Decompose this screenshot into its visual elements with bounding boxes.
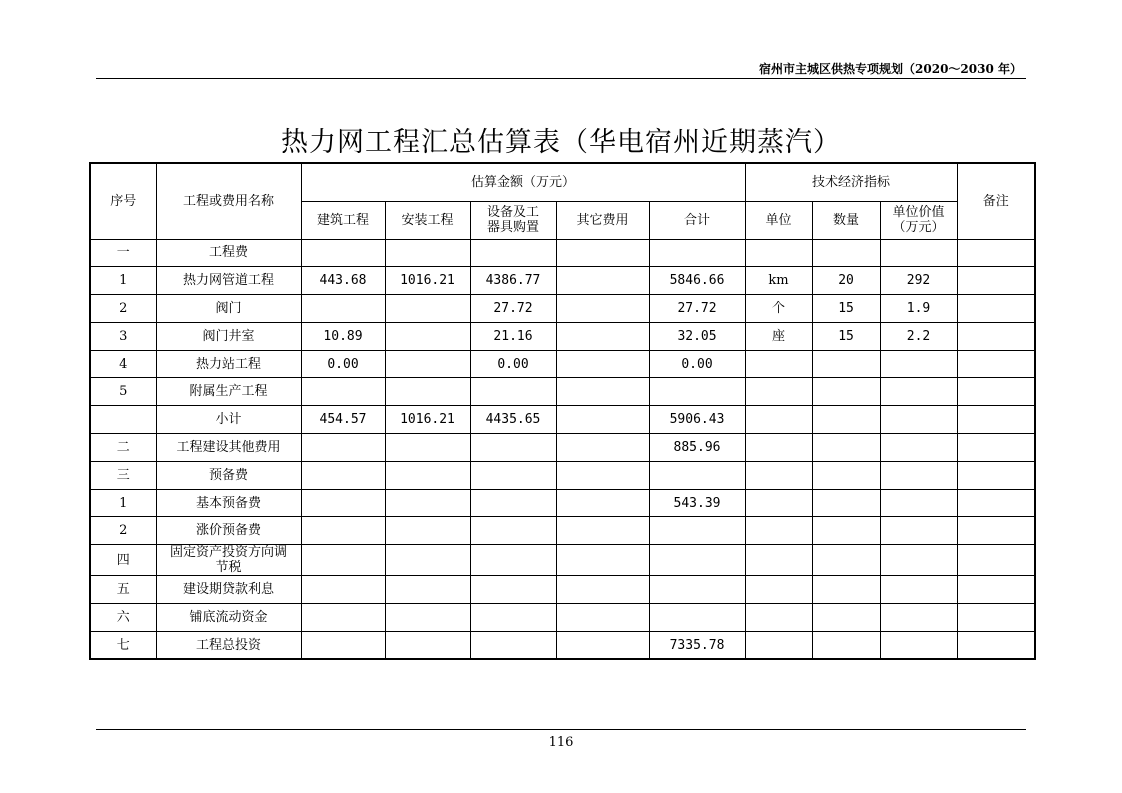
cell-unit [745,517,812,545]
cell-other [556,461,649,489]
cell-install [385,239,470,267]
cell-quantity: 20 [812,267,880,295]
cell-index: 1 [90,267,156,295]
header-unit-price: 单位价值（万元） [880,201,957,239]
header-install: 安装工程 [385,201,470,239]
cell-other [556,267,649,295]
cell-install [385,461,470,489]
cell-index [90,406,156,434]
cell-install [385,434,470,462]
cell-total: 27.72 [649,295,745,323]
cell-remark [957,545,1035,576]
cell-building [301,434,385,462]
cell-total: 0.00 [649,350,745,378]
cell-total [649,239,745,267]
cell-other [556,489,649,517]
header-total: 合计 [649,201,745,239]
cell-unit [745,239,812,267]
cell-name: 铺底流动资金 [156,604,301,632]
cell-unit-price: 2.2 [880,322,957,350]
cell-index: 二 [90,434,156,462]
table-row [90,545,1035,576]
cell-quantity [812,517,880,545]
cell-name: 固定资产投资方向调节税 [156,545,301,576]
cell-building: 454.57 [301,406,385,434]
cell-index: 3 [90,322,156,350]
cell-remark [957,517,1035,545]
cell-building [301,517,385,545]
cell-name: 工程建设其他费用 [156,434,301,462]
cell-other [556,517,649,545]
cell-building [301,545,385,576]
cell-install [385,378,470,406]
table-row [90,322,1035,350]
table-body [90,239,1035,659]
cell-building [301,604,385,632]
cell-total [649,378,745,406]
cell-building: 10.89 [301,322,385,350]
cell-unit-price [880,239,957,267]
cell-building [301,489,385,517]
cell-equipment [470,461,556,489]
cell-remark [957,239,1035,267]
cell-total [649,461,745,489]
cell-unit-price [880,350,957,378]
cell-name: 建设期贷款利息 [156,576,301,604]
cell-name: 小计 [156,406,301,434]
table-row [90,350,1035,378]
estimate-table [89,162,1036,660]
cell-other [556,631,649,659]
cell-install [385,604,470,632]
cell-quantity [812,489,880,517]
header-quantity: 数量 [812,201,880,239]
cell-building: 0.00 [301,350,385,378]
cell-install [385,576,470,604]
cell-remark [957,631,1035,659]
cell-unit [745,489,812,517]
cell-unit-price [880,434,957,462]
cell-index: 五 [90,576,156,604]
cell-other [556,239,649,267]
table-row [90,378,1035,406]
header-remark: 备注 [957,163,1035,239]
cell-name: 预备费 [156,461,301,489]
cell-name: 工程总投资 [156,631,301,659]
cell-unit [745,434,812,462]
cell-name: 热力网管道工程 [156,267,301,295]
table-row [90,517,1035,545]
cell-other [556,322,649,350]
cell-building [301,239,385,267]
cell-building [301,631,385,659]
header-indicator-group: 技术经济指标 [745,163,957,201]
cell-remark [957,576,1035,604]
cell-unit-price [880,378,957,406]
cell-unit [745,350,812,378]
cell-install [385,295,470,323]
cell-unit-price [880,631,957,659]
cell-install [385,322,470,350]
table-row [90,295,1035,323]
table-row [90,489,1035,517]
cell-total: 885.96 [649,434,745,462]
cell-equipment [470,545,556,576]
cell-index: 六 [90,604,156,632]
header-name: 工程或费用名称 [156,163,301,239]
cell-index: 三 [90,461,156,489]
cell-equipment [470,517,556,545]
cell-install: 1016.21 [385,406,470,434]
table-row [90,604,1035,632]
cell-equipment [470,489,556,517]
cell-quantity: 15 [812,295,880,323]
cell-unit [745,461,812,489]
cell-index: 5 [90,378,156,406]
cell-name: 附属生产工程 [156,378,301,406]
table-row [90,267,1035,295]
cell-total: 7335.78 [649,631,745,659]
cell-total [649,517,745,545]
cell-total: 32.05 [649,322,745,350]
table-row [90,239,1035,267]
cell-remark [957,295,1035,323]
header-amount-group: 估算金额（万元） [301,163,745,201]
cell-unit: 个 [745,295,812,323]
cell-index: 四 [90,545,156,576]
cell-quantity [812,378,880,406]
cell-other [556,545,649,576]
cell-quantity [812,239,880,267]
table-row [90,576,1035,604]
cell-remark [957,378,1035,406]
table-row [90,631,1035,659]
cell-unit-price [880,406,957,434]
cell-quantity [812,350,880,378]
cell-name: 阀门 [156,295,301,323]
cell-unit-price: 292 [880,267,957,295]
footer-divider [96,729,1026,730]
cell-index: 一 [90,239,156,267]
cell-building [301,461,385,489]
cell-quantity [812,604,880,632]
cell-other [556,406,649,434]
cell-unit: 座 [745,322,812,350]
cell-name: 工程费 [156,239,301,267]
cell-quantity [812,576,880,604]
cell-install [385,631,470,659]
cell-total: 5846.66 [649,267,745,295]
cell-unit-price: 1.9 [880,295,957,323]
page-number: 116 [548,735,574,750]
cell-install: 1016.21 [385,267,470,295]
cell-total: 543.39 [649,489,745,517]
cell-unit-price [880,545,957,576]
cell-equipment [470,604,556,632]
cell-equipment: 0.00 [470,350,556,378]
cell-quantity: 15 [812,322,880,350]
cell-other [556,604,649,632]
cell-unit [745,378,812,406]
cell-quantity [812,631,880,659]
cell-unit [745,545,812,576]
cell-index: 1 [90,489,156,517]
cell-building [301,378,385,406]
cell-remark [957,267,1035,295]
cell-total [649,576,745,604]
document-title: 宿州市主城区供热专项规划（2020～2030 年） [759,62,1022,76]
cell-name: 阀门井室 [156,322,301,350]
header-equipment: 设备及工器具购置 [470,201,556,239]
header-index: 序号 [90,163,156,239]
cell-building [301,295,385,323]
cell-equipment: 21.16 [470,322,556,350]
cell-unit-price [880,517,957,545]
cell-other [556,350,649,378]
cell-equipment [470,434,556,462]
table-row [90,406,1035,434]
cell-install [385,489,470,517]
table-row [90,461,1035,489]
cell-index: 2 [90,517,156,545]
cell-equipment: 27.72 [470,295,556,323]
cell-index: 4 [90,350,156,378]
cell-building [301,576,385,604]
cell-remark [957,406,1035,434]
cell-total [649,604,745,632]
table-title: 热力网工程汇总估算表（华电宿州近期蒸汽） [281,127,841,158]
cell-other [556,378,649,406]
cell-quantity [812,545,880,576]
cell-install [385,545,470,576]
table-row [90,434,1035,462]
cell-total [649,545,745,576]
cell-remark [957,604,1035,632]
cell-total: 5906.43 [649,406,745,434]
cell-equipment [470,239,556,267]
cell-unit [745,631,812,659]
cell-unit [745,576,812,604]
header-unit: 单位 [745,201,812,239]
cell-remark [957,434,1035,462]
cell-equipment: 4386.77 [470,267,556,295]
cell-install [385,517,470,545]
cell-other [556,434,649,462]
cell-unit [745,406,812,434]
cell-equipment [470,378,556,406]
cell-name: 热力站工程 [156,350,301,378]
cell-other [556,576,649,604]
cell-index: 2 [90,295,156,323]
cell-quantity [812,434,880,462]
cell-unit: km [745,267,812,295]
header-other: 其它费用 [556,201,649,239]
cell-remark [957,461,1035,489]
cell-quantity [812,461,880,489]
cell-unit-price [880,604,957,632]
cell-equipment [470,631,556,659]
cell-index: 七 [90,631,156,659]
cell-building: 443.68 [301,267,385,295]
cell-equipment: 4435.65 [470,406,556,434]
cell-install [385,350,470,378]
cell-quantity [812,406,880,434]
cell-remark [957,489,1035,517]
cell-unit-price [880,576,957,604]
header-divider [96,78,1026,79]
header-building: 建筑工程 [301,201,385,239]
cell-unit-price [880,489,957,517]
cell-unit [745,604,812,632]
cell-equipment [470,576,556,604]
cell-name: 基本预备费 [156,489,301,517]
cell-remark [957,350,1035,378]
cell-remark [957,322,1035,350]
cell-name: 涨价预备费 [156,517,301,545]
cell-other [556,295,649,323]
cell-unit-price [880,461,957,489]
